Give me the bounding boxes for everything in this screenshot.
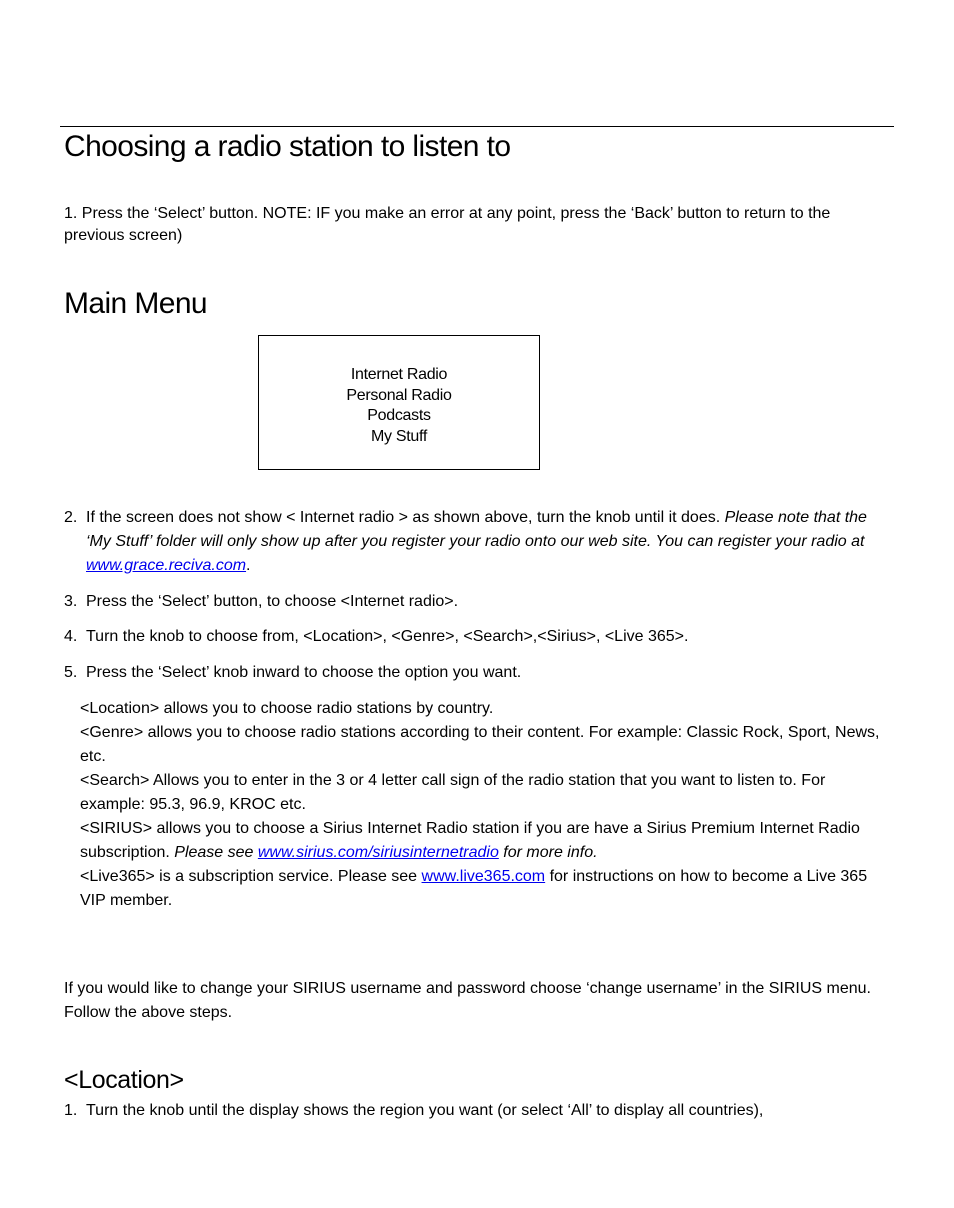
display-item-personal-radio: Personal Radio [346, 386, 452, 404]
radio-display-illustration [258, 335, 540, 470]
step-5 [64, 661, 894, 685]
section-title: Choosing a radio station to listen to [64, 130, 511, 163]
step-number: 2. [64, 509, 78, 526]
step-4 [64, 625, 894, 649]
header-rule [60, 126, 894, 127]
step-number: 5. [64, 664, 78, 681]
location-title: <Location> [64, 1066, 184, 1094]
main-menu-title: Main Menu [64, 287, 208, 320]
step-number: 1. [64, 1102, 78, 1119]
display-item-podcasts: Podcasts [367, 407, 431, 424]
step-4-text: Turn the knob to choose from, <Location>, <Genre>, <Search>,<Sirius>, <Live 365>. [86, 628, 689, 645]
step-1-text: 1. Press the ‘Select’ button. NOTE: IF you make an error at any point, press the ‘Back’ button to return to the previous screen) [64, 205, 831, 244]
sirius-username-note: If you would like to change your SIRIUS username and password choose ‘change username’ in the SIRIUS menu. Follow the above steps. [64, 980, 871, 1021]
display-item-my-stuff: My Stuff [371, 427, 427, 445]
options-description [80, 697, 894, 913]
option-genre: <Genre> allows you to choose radio stations according to their content. For example: Classic Rock, Sport, News, etc. [80, 724, 880, 765]
option-location: <Location> allows you to choose radio stations by country. [80, 700, 494, 717]
option-live365: <Live365> is a subscription service. Please see www.live365.com for instructions on how to become a Live 365 VIP member. [80, 868, 868, 909]
location-step-1 [64, 1099, 894, 1123]
step-2-note: Please note that the ‘My Stuff’ folder will only show up after you register your radio onto our web site. You can register your radio at [86, 509, 867, 550]
display-menu-list [259, 365, 539, 447]
sirius-link[interactable]: www.sirius.com/siriusinternetradio [257, 844, 499, 861]
display-item-internet-radio: Internet Radio [350, 366, 448, 383]
option-search: <Search> Allows you to enter in the 3 or 4 letter call sign of the radio station that you want to listen to. For example: 95.3, 96.9, KROC etc. [80, 772, 826, 813]
step-3 [64, 590, 894, 614]
step-3-text: Press the ‘Select’ button, to choose <Internet radio>. [86, 593, 459, 610]
step-number: 4. [64, 628, 78, 645]
step-2-text: If the screen does not show < Internet radio > as shown above, turn the knob until it does. [86, 509, 725, 526]
step-2: 2. If the screen does not show < Internet radio > as shown above, turn the knob until it does. Please note that the ‘My Stuff’ folder will only show up after you register your radio onto our web site. You can register your radio at www.grace.reciva.com. [64, 506, 894, 578]
step-5-text: Press the ‘Select’ knob inward to choose the option you want. [86, 664, 522, 681]
live365-link[interactable]: www.live365.com [421, 868, 546, 885]
grace-reciva-link[interactable]: www.grace.reciva.com [86, 557, 247, 574]
location-step-1-text: Turn the knob until the display shows the region you want (or select ‘All’ to display all countries), [86, 1102, 764, 1119]
step-number: 3. [64, 593, 78, 610]
option-sirius: <SIRIUS> allows you to choose a Sirius Internet Radio station if you are have a Sirius Premium Internet Radio subscription. Please see www.sirius.com/siriusinternetradio for more info. [80, 820, 860, 861]
